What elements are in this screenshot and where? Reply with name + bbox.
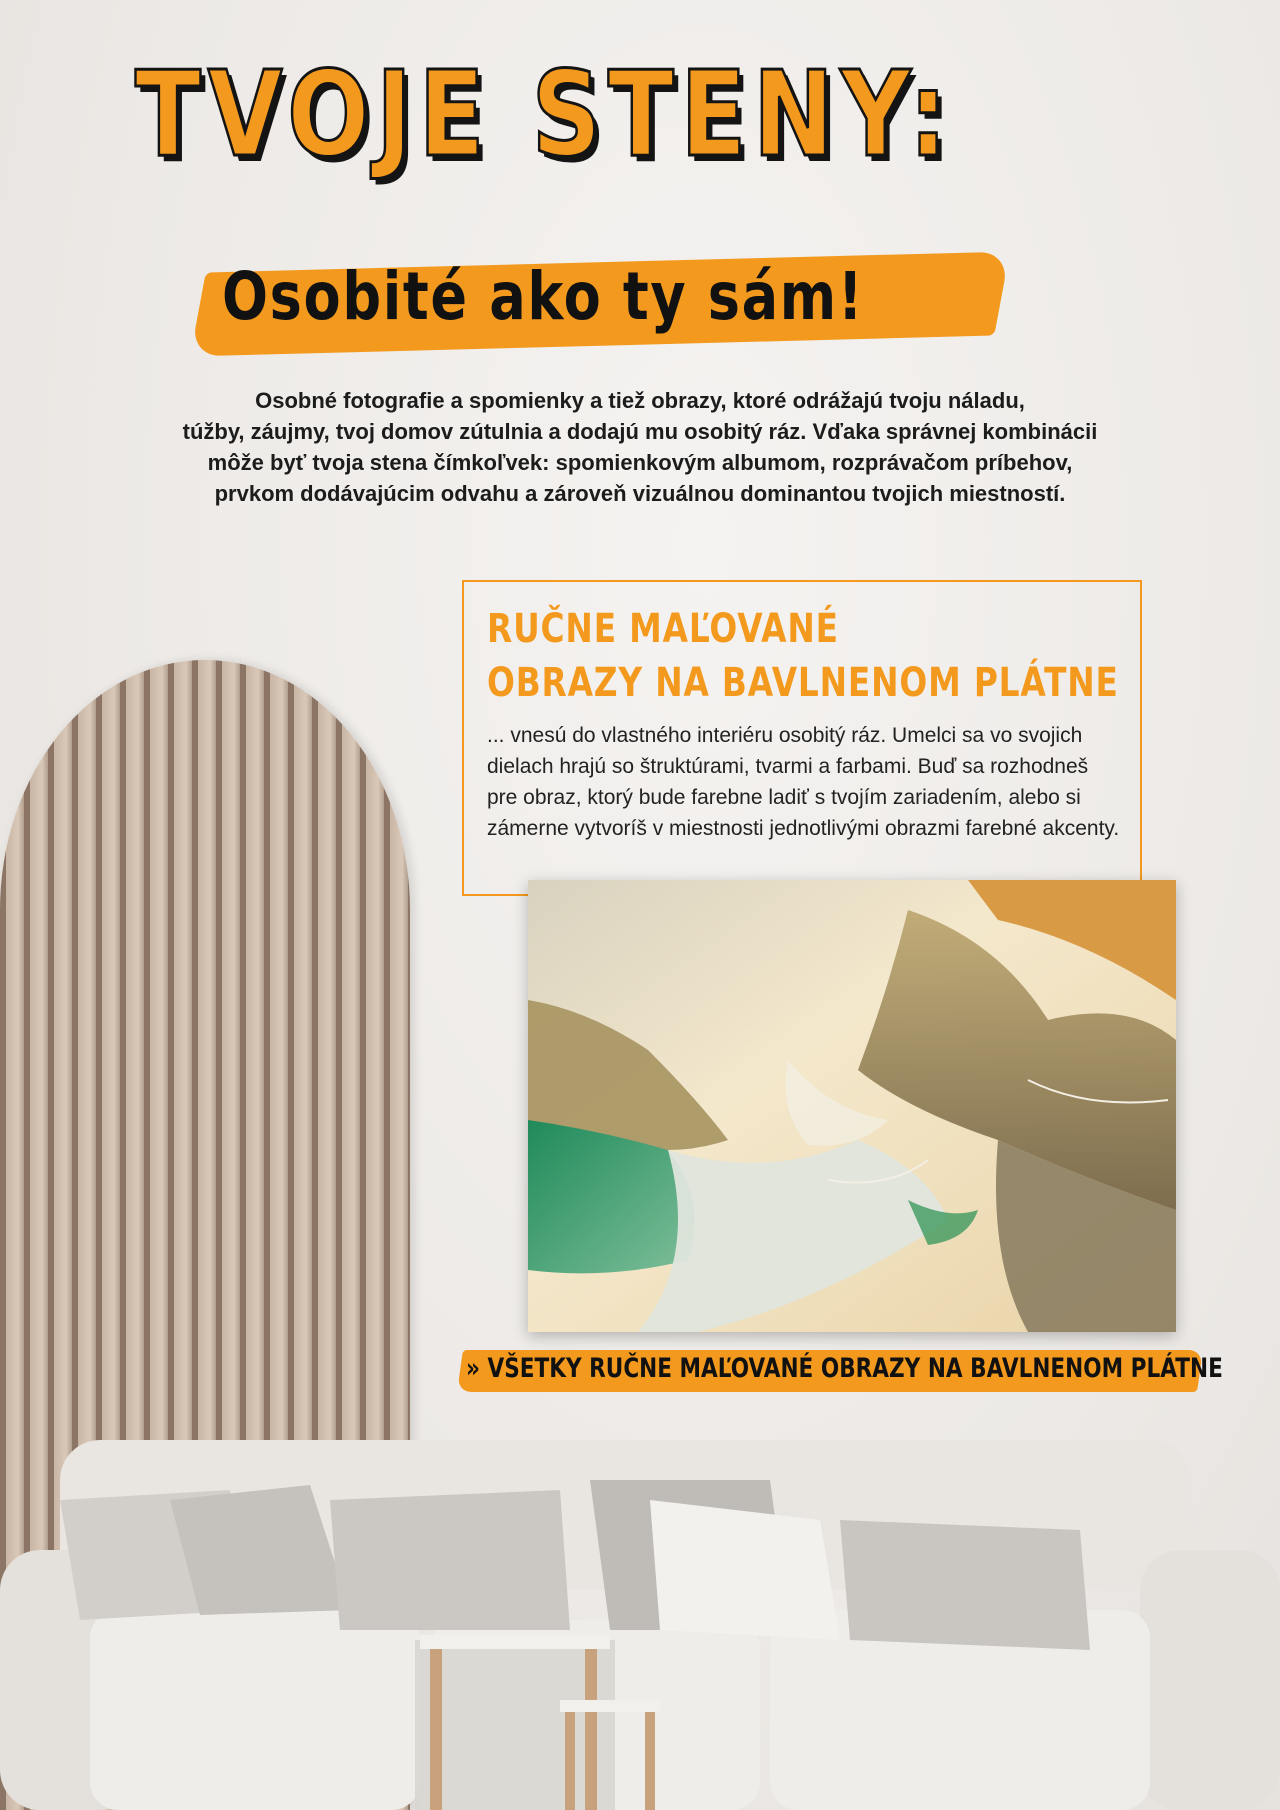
painting-artwork (528, 880, 1176, 1332)
cta-label: VŠETKY RUČNE MAĽOVANÉ OBRAZY NA BAVLNENOM PLÁTNE (487, 1353, 1223, 1384)
feature-text-line: pre obraz, ktorý bude farebne ladiť s tvojím zariadením, alebo si (487, 786, 1081, 809)
feature-title (487, 602, 1119, 710)
intro-line: Osobné fotografie a spomienky a tiež obrazy, ktoré odrážajú tvoju náladu, (255, 388, 1025, 413)
double-chevron-right-icon: » (466, 1353, 480, 1384)
feature-title-line: OBRAZY NA BAVLNENOM PLÁTNE (487, 660, 1119, 706)
intro-line: prvkom dodávajúcim odvahu a zároveň vizuálnou dominantou tvojich miestností. (214, 481, 1066, 506)
intro-line: môže byť tvoja stena čímkoľvek: spomienkovým albumom, rozprávačom príbehov, (207, 450, 1073, 475)
intro-paragraph (150, 385, 1130, 509)
feature-description (487, 720, 1127, 844)
intro-line: túžby, záujmy, tvoj domov zútulnia a dodajú mu osobitý ráz. Vďaka správnej kombinácii (182, 419, 1098, 444)
abstract-painting-image (528, 880, 1176, 1332)
feature-text-line: zámerne vytvoríš v miestnosti jednotlivými obrazmi farebné akcenty. (487, 817, 1120, 840)
sofa-illustration (0, 1440, 1280, 1810)
feature-title-line: RUČNE MAĽOVANÉ (487, 606, 839, 652)
all-paintings-link[interactable] (466, 1353, 1223, 1384)
page-subtitle: Osobité ako ty sám! (222, 258, 865, 335)
page-title: TVOJE STENY: (135, 45, 955, 183)
feature-text-line: ... vnesú do vlastného interiéru osobitý ráz. Umelci sa vo svojich (487, 724, 1083, 747)
feature-text-line: dielach hrajú so štruktúrami, tvarmi a farbami. Buď sa rozhodneš (487, 755, 1089, 778)
